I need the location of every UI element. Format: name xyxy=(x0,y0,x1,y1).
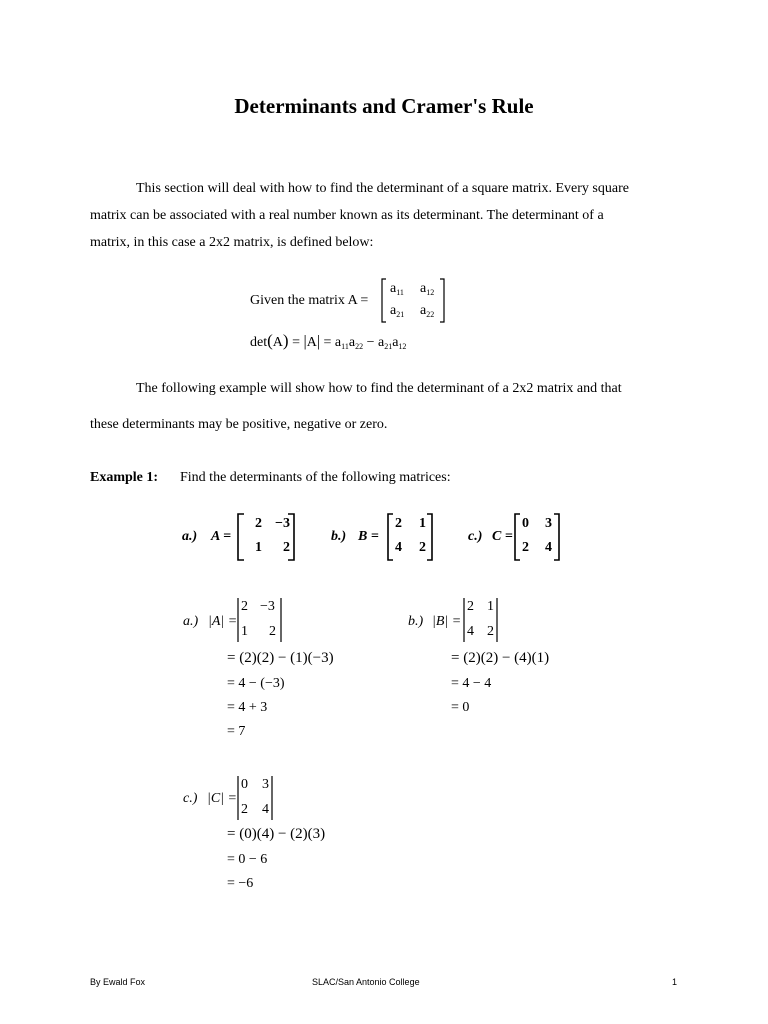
matrix-element-a22: $a_{22}$ xyxy=(420,303,435,319)
solution-a-label: a.) xyxy=(183,614,199,629)
matrix-c-cell: 2 xyxy=(522,540,529,555)
solution-c-step: = (0)(4) − (2)(3) xyxy=(227,826,326,842)
solution-c-cell: 0 xyxy=(241,777,248,792)
intro-line-3: matrix, in this case a 2x2 matrix, is defined below: xyxy=(90,235,374,250)
solution-c-label: c.) xyxy=(183,791,198,806)
footer-institution: SLAC/San Antonio College xyxy=(312,977,420,987)
solution-a-cell: 1 xyxy=(241,624,248,639)
footer-author: By Ewald Fox xyxy=(90,977,146,987)
determinant-formula: $\det(A) = |A| = a_{11}a_{22} - a_{21}a_{12}$ xyxy=(250,331,407,351)
solution-a-step: = 7 xyxy=(227,724,246,739)
solution-b-cell: 2 xyxy=(487,624,494,639)
solution-b-cell: 2 xyxy=(467,599,474,614)
page-title: Determinants and Cramer's Rule xyxy=(234,94,534,118)
matrix-b-name: B = xyxy=(358,529,379,544)
matrix-c-cell: 3 xyxy=(545,516,552,531)
solution-a-cell: 2 xyxy=(269,624,276,639)
solution-b-lhs: |B| = xyxy=(432,614,462,629)
matrix-a-cell: 2 xyxy=(255,516,262,531)
matrix-b-cell: 1 xyxy=(419,516,426,531)
solution-a-cell: 2 xyxy=(241,599,248,614)
matrix-element-a21: $a_{21}$ xyxy=(390,303,405,319)
solution-a-step: = (2)(2) − (1)(−3) xyxy=(227,650,334,666)
solution-a-step: = 4 + 3 xyxy=(227,700,268,715)
example-intro-line-1: The following example will show how to find the determinant of a 2x2 matrix and that xyxy=(136,381,622,396)
example-1-text: Find the determinants of the following matrices: xyxy=(180,470,451,485)
matrix-a-cell: 1 xyxy=(255,540,262,555)
solution-a-cell: −3 xyxy=(260,599,275,614)
footer-page-number: 1 xyxy=(672,977,678,987)
intro-line-1: This section will deal with how to find the determinant of a square matrix. Every square xyxy=(136,181,629,196)
solution-c-lhs: |C| = xyxy=(207,791,237,806)
solution-c-step: = −6 xyxy=(227,876,254,891)
solution-a-step: = 4 − (−3) xyxy=(227,676,285,691)
solution-b-label: b.) xyxy=(408,614,424,629)
matrix-b-cell: 2 xyxy=(419,540,426,555)
solution-c-step: = 0 − 6 xyxy=(227,852,268,867)
matrix-c-name: C = xyxy=(492,529,513,544)
definition-given-label: Given the matrix A = xyxy=(250,293,369,308)
intro-line-2: matrix can be associated with a real number known as its determinant. The determinant of a xyxy=(90,208,604,223)
matrix-a-cell: 2 xyxy=(283,540,290,555)
solution-a-lhs: |A| = xyxy=(208,614,238,629)
matrix-c-label: c.) xyxy=(468,529,483,544)
solution-b-cell: 1 xyxy=(487,599,494,614)
matrix-a-cell: −3 xyxy=(275,516,290,531)
solution-c-cell: 3 xyxy=(262,777,269,792)
matrix-c-cell: 0 xyxy=(522,516,529,531)
matrix-b-cell: 2 xyxy=(395,516,402,531)
matrix-a-label: a.) xyxy=(182,529,198,544)
example-intro-line-2: these determinants may be positive, negative or zero. xyxy=(90,417,388,432)
matrix-b-label: b.) xyxy=(331,529,347,544)
matrix-b-cell: 4 xyxy=(395,540,402,555)
solution-c-cell: 2 xyxy=(241,802,248,817)
solution-b-step: = (2)(2) − (4)(1) xyxy=(451,650,550,666)
solution-b-cell: 4 xyxy=(467,624,474,639)
matrix-element-a11: $a_{11}$ xyxy=(390,281,404,297)
matrix-element-a12: $a_{12}$ xyxy=(420,281,435,297)
solution-b-step: = 0 xyxy=(451,700,470,715)
solution-c-cell: 4 xyxy=(262,802,269,817)
matrix-c-cell: 4 xyxy=(545,540,552,555)
solution-b-step: = 4 − 4 xyxy=(451,676,492,691)
example-1-label: Example 1: xyxy=(90,470,159,485)
matrix-a-name: A = xyxy=(211,529,232,544)
